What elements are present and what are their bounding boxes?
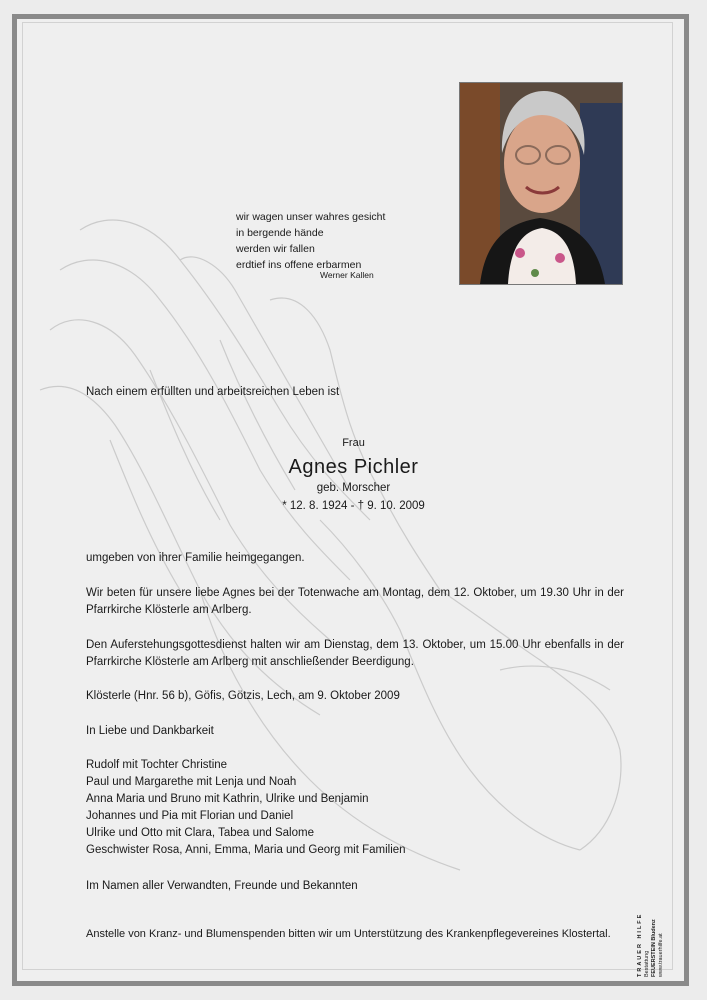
closing-text: In Liebe und Dankbarkeit [86, 725, 214, 737]
family-member-line: Ulrike und Otto mit Clara, Tabea und Salome [86, 827, 314, 839]
salutation: Frau [342, 437, 365, 449]
poem [236, 209, 385, 273]
poem-line: erdtief ins offene erbarmen [236, 259, 362, 271]
poem-author: Werner Kallen [320, 270, 374, 280]
deceased-name: Agnes Pichler [288, 456, 419, 478]
intro-text: Nach einem erfüllten und arbeitsreichen Leben ist [86, 386, 340, 398]
relatives-text: Im Namen aller Verwandten, Freunde und Bekannten [86, 880, 358, 892]
donation-text: Anstelle von Kranz- und Blumenspenden bitten wir um Unterstützung des Krankenpflegevereines Klostertal. [86, 928, 611, 940]
birth-name: geb. Morscher [316, 482, 391, 494]
life-dates: * 12. 8. 1924 - † 9. 10. 2009 [282, 500, 425, 512]
funeral-home-imprint [636, 868, 686, 978]
family-member-line: Geschwister Rosa, Anni, Emma, Maria und Georg mit Familien [86, 844, 406, 856]
funeral-paragraph: Den Auferstehungsgottesdienst halten wir am Dienstag, dem 13. Oktober, um 15.00 Uhr ebenfalls in der Pfarrkirche Klösterle am Arlberg mit anschließender Beerdigung. [86, 639, 624, 668]
portrait-photo [459, 82, 623, 285]
imprint-line: FEUERSTEIN Bludenz [651, 919, 657, 977]
poem-line: in bergende hände [236, 227, 324, 239]
passed-text: umgeben von ihrer Familie heimgegangen. [86, 552, 305, 564]
imprint-line: Bestattung [644, 950, 650, 977]
poem-line: wir wagen unser wahres gesicht [236, 211, 386, 223]
imprint-url: www.trauerhilfe.at [658, 933, 664, 977]
family-member-line: Johannes und Pia mit Florian und Daniel [86, 810, 294, 822]
poem-line: werden wir fallen [236, 243, 315, 255]
family-member-line: Paul und Margarethe mit Lenja und Noah [86, 776, 297, 788]
imprint-brand: TRAUER HILFE [637, 912, 643, 977]
family-list [86, 757, 406, 859]
place-date: Klösterle (Hnr. 56 b), Göfis, Götzis, Lech, am 9. Oktober 2009 [86, 690, 400, 702]
family-member-line: Rudolf mit Tochter Christine [86, 759, 228, 771]
wake-paragraph: Wir beten für unsere liebe Agnes bei der Totenwache am Montag, dem 12. Oktober, um 19.30 Uhr in der Pfarrkirche Klösterle am Arlberg. [86, 587, 624, 616]
family-member-line: Anna Maria und Bruno mit Kathrin, Ulrike und Benjamin [86, 793, 369, 805]
